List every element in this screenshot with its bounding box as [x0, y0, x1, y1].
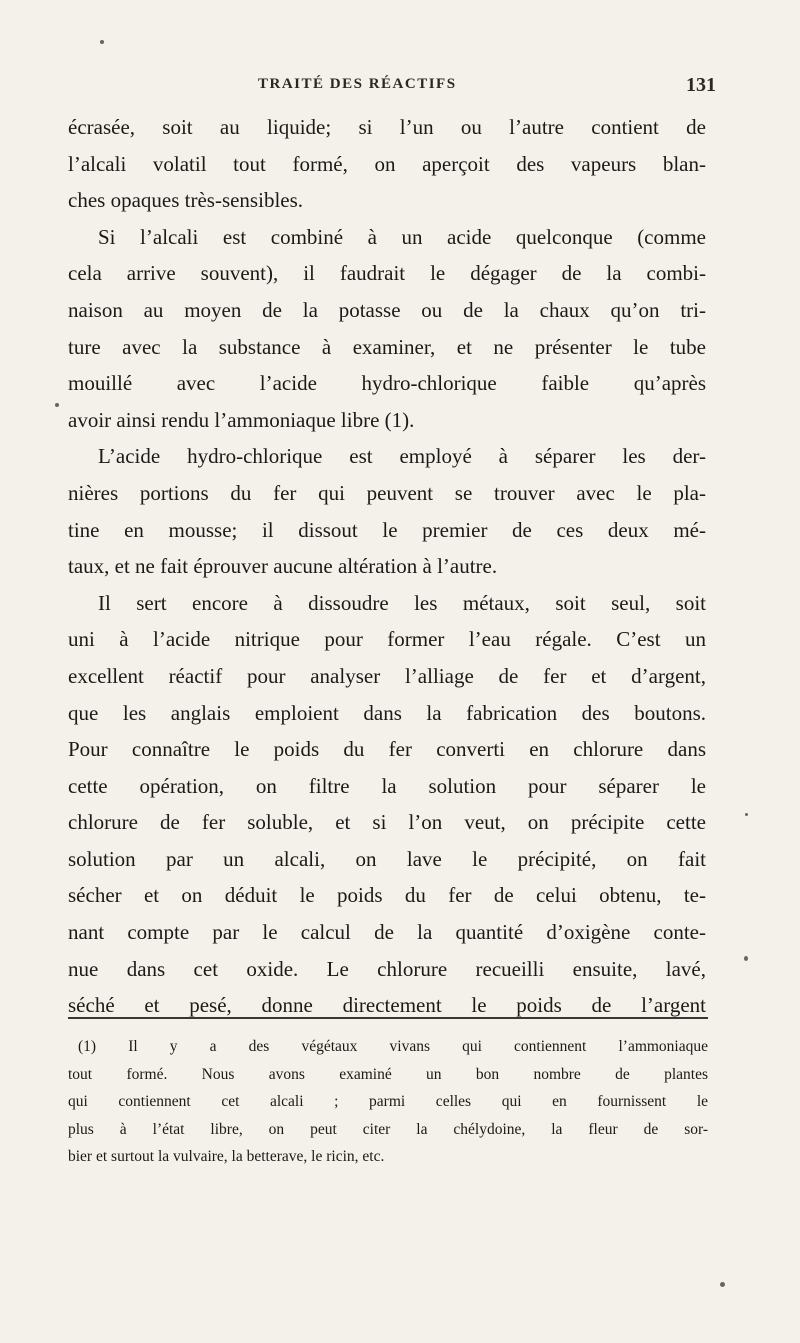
text-line: taux, et ne fait éprouver aucune altération à l’autre. — [68, 554, 498, 579]
paper-speck — [720, 1282, 725, 1287]
text-line: Il sert encore à dissoudre les métaux, soit seul, soit — [98, 590, 706, 615]
text-line: excellent réactif pour analyser l’alliage de fer et d’argent, — [68, 663, 706, 688]
page-header — [0, 76, 800, 102]
text-line: sécher et on déduit le poids du fer de celui obtenu, te- — [68, 883, 706, 908]
footnote-line: (1) Il y a des végétaux vivans qui contiennent l’ammoniaque — [78, 1038, 708, 1055]
running-title: TRAITÉ DES RÉACTIFS — [258, 76, 457, 92]
text-line: écrasée, soit au liquide; si l’un ou l’autre contient de — [68, 115, 706, 139]
text-line: nières portions du fer qui peuvent se trouver avec le pla- — [68, 480, 706, 505]
body-text — [68, 109, 706, 1024]
footnote — [68, 1033, 708, 1171]
text-line: nue dans cet oxide. Le chlorure recueilli ensuite, lavé, — [68, 956, 706, 981]
text-line: avoir ainsi rendu l’ammoniaque libre (1). — [68, 407, 415, 432]
text-line: ture avec la substance à examiner, et ne présenter le tube — [68, 334, 706, 359]
paper-speck — [55, 403, 59, 407]
text-line: L’acide hydro-chlorique est employé à séparer les der- — [98, 444, 706, 469]
text-line: séché et pesé, donne directement le poids de l’argent — [68, 993, 706, 1018]
footnote-line: bier et surtout la vulvaire, la betterave, le ricin, etc. — [68, 1148, 385, 1165]
text-line: solution par un alcali, on lave le précipité, on fait — [68, 846, 706, 871]
text-line: tine en mousse; il dissout le premier de ces deux mé- — [68, 517, 706, 542]
text-line: naison au moyen de la potasse ou de la chaux qu’on tri- — [68, 297, 706, 322]
text-line: Si l’alcali est combiné à un acide quelconque (comme — [98, 224, 706, 249]
footnote-line: qui contiennent cet alcali ; parmi celles qui en fournissent le — [68, 1093, 708, 1110]
text-line: mouillé avec l’acide hydro-chlorique faible qu’après — [68, 371, 706, 396]
paper-speck — [100, 40, 104, 44]
text-line: cela arrive souvent), il faudrait le dégager de la combi- — [68, 261, 706, 286]
text-line: ches opaques très-sensibles. — [68, 188, 304, 213]
footnote-line: tout formé. Nous avons examiné un bon nombre de plantes — [68, 1065, 708, 1083]
footnote-divider — [68, 1017, 708, 1019]
footnote-line: plus à l’état libre, on peut citer la chélydoine, la fleur de sor- — [68, 1120, 708, 1138]
text-line: nant compte par le calcul de la quantité d’oxigène conte- — [68, 920, 706, 945]
text-line: Pour connaître le poids du fer converti en chlorure dans — [68, 737, 706, 762]
page-number: 131 — [686, 74, 716, 96]
text-line: cette opération, on filtre la solution pour séparer le — [68, 773, 706, 798]
paper-speck — [745, 813, 748, 816]
text-line: chlorure de fer soluble, et si l’on veut, on précipite cette — [68, 810, 706, 835]
text-line: que les anglais emploient dans la fabrication des boutons. — [68, 700, 706, 725]
paper-speck — [744, 956, 748, 961]
text-line: uni à l’acide nitrique pour former l’eau régale. C’est un — [68, 627, 706, 652]
text-line: l’alcali volatil tout formé, on aperçoit des vapeurs blan- — [68, 151, 706, 176]
